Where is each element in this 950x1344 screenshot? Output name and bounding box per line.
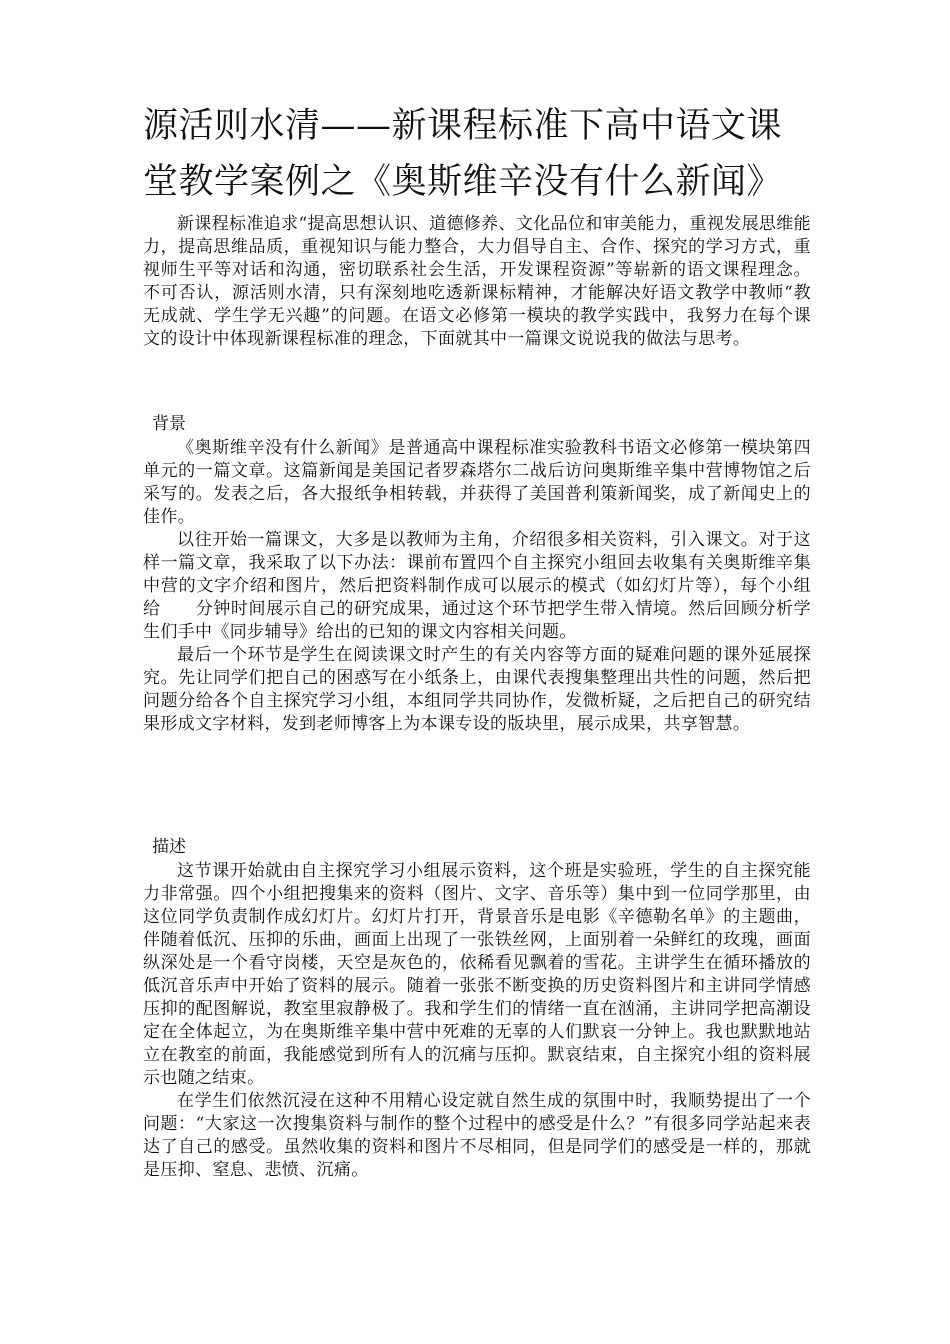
document-title: 源活则水清——新课程标准下高中语文课堂教学案例之《奥斯维辛没有什么新闻》: [143, 106, 783, 202]
description-section: [143, 860, 811, 1182]
section-heading-description: 描述: [152, 837, 186, 857]
background-section: [143, 437, 811, 736]
description-paragraph-1: 这节课开始就由自主探究学习小组展示资料，这个班是实验班，学生的自主探究能力非常强。四个小组把搜集来的资料（图片、文字、音乐等）集中到一位同学那里，由这位同学负责制作成幻灯片。幻灯片打开，背景音乐是电影《辛德勒名单》的主题曲，伴随着低沉、压抑的乐曲，画面上出现了一张铁丝网，上面别着一朵鲜红的玫瑰，画面纵深处是一个看守岗楼，天空是灰色的，依稀看见飘着的雪花。主讲学生在循环播放的低沉音乐声中开始了资料的展示。随着一张张不断变换的历史资料图片和主讲同学情感压抑的配图解说，教室里寂静极了。我和学生们的情绪一直在汹涌，主讲同学把高潮设定在全体起立，为在奥斯维辛集中营中死难的无辜的人们默哀一分钟上。我也默默地站立在教室的前面，我能感觉到所有人的沉痛与压抑。默哀结束，自主探究小组的资料展示也随之结束。: [143, 861, 811, 1088]
background-paragraph-2: 以往开始一篇课文，大多是以教师为主角，介绍很多相关资料，引入课文。对于这样一篇文章，我采取了以下办法：课前布置四个自主探究小组回去收集有关奥斯维辛集中营的文字介绍和图片，然后把资料制作成可以展示的模式（如幻灯片等），每个小组给 分钟时间展示自己的研究成果，通过这个环节把学生带入情境。然后回顾分析学生们手中《同步辅导》给出的已知的课文内容相关问题。: [143, 530, 811, 642]
background-paragraph-1: 《奥斯维辛没有什么新闻》是普通高中课程标准实验教科书语文必修第一模块第四单元的一篇文章。这篇新闻是美国记者罗森塔尔二战后访问奥斯维辛集中营博物馆之后采写的。发表之后，各大报纸争相转载，并获得了美国普利策新闻奖，成了新闻史上的佳作。: [143, 438, 811, 527]
intro-paragraph: 新课程标准追求“提高思想认识、道德修养、文化品位和审美能力，重视发展思维能力，提高思维品质，重视知识与能力整合，大力倡导自主、合作、探究的学习方式，重视师生平等对话和沟通，密切联系社会生活，开发课程资源”等崭新的语文课程理念。不可否认，源活则水清，只有深刻地吃透新课标精神，才能解决好语文教学中教师“教无成就、学生学无兴趣”的问题。在语文必修第一模块的教学实践中，我努力在每个课文的设计中体现新课程标准的理念，下面就其中一篇课文说说我的做法与思考。: [143, 214, 811, 349]
intro-section: [143, 213, 811, 351]
background-paragraph-3: 最后一个环节是学生在阅读课文时产生的有关内容等方面的疑难问题的课外延展探究。先让同学们把自己的困惑写在小纸条上，由课代表搜集整理出共性的问题，然后把问题分给各个自主探究学习小组，本组同学共同协作，发微析疑，之后把自己的研究结果形成文字材料，发到老师博客上为本课专设的版块里，展示成果，共享智慧。: [143, 645, 811, 734]
section-heading-background: 背景: [152, 414, 186, 434]
description-paragraph-2: 在学生们依然沉浸在这种不用精心设定就自然生成的氛围中时，我顺势提出了一个问题：“大家这一次搜集资料与制作的整个过程中的感受是什么？”有很多同学站起来表达了自己的感受。虽然收集的资料和图片不尽相同，但是同学们的感受是一样的，那就是压抑、窒息、悲愤、沉痛。: [143, 1091, 811, 1180]
